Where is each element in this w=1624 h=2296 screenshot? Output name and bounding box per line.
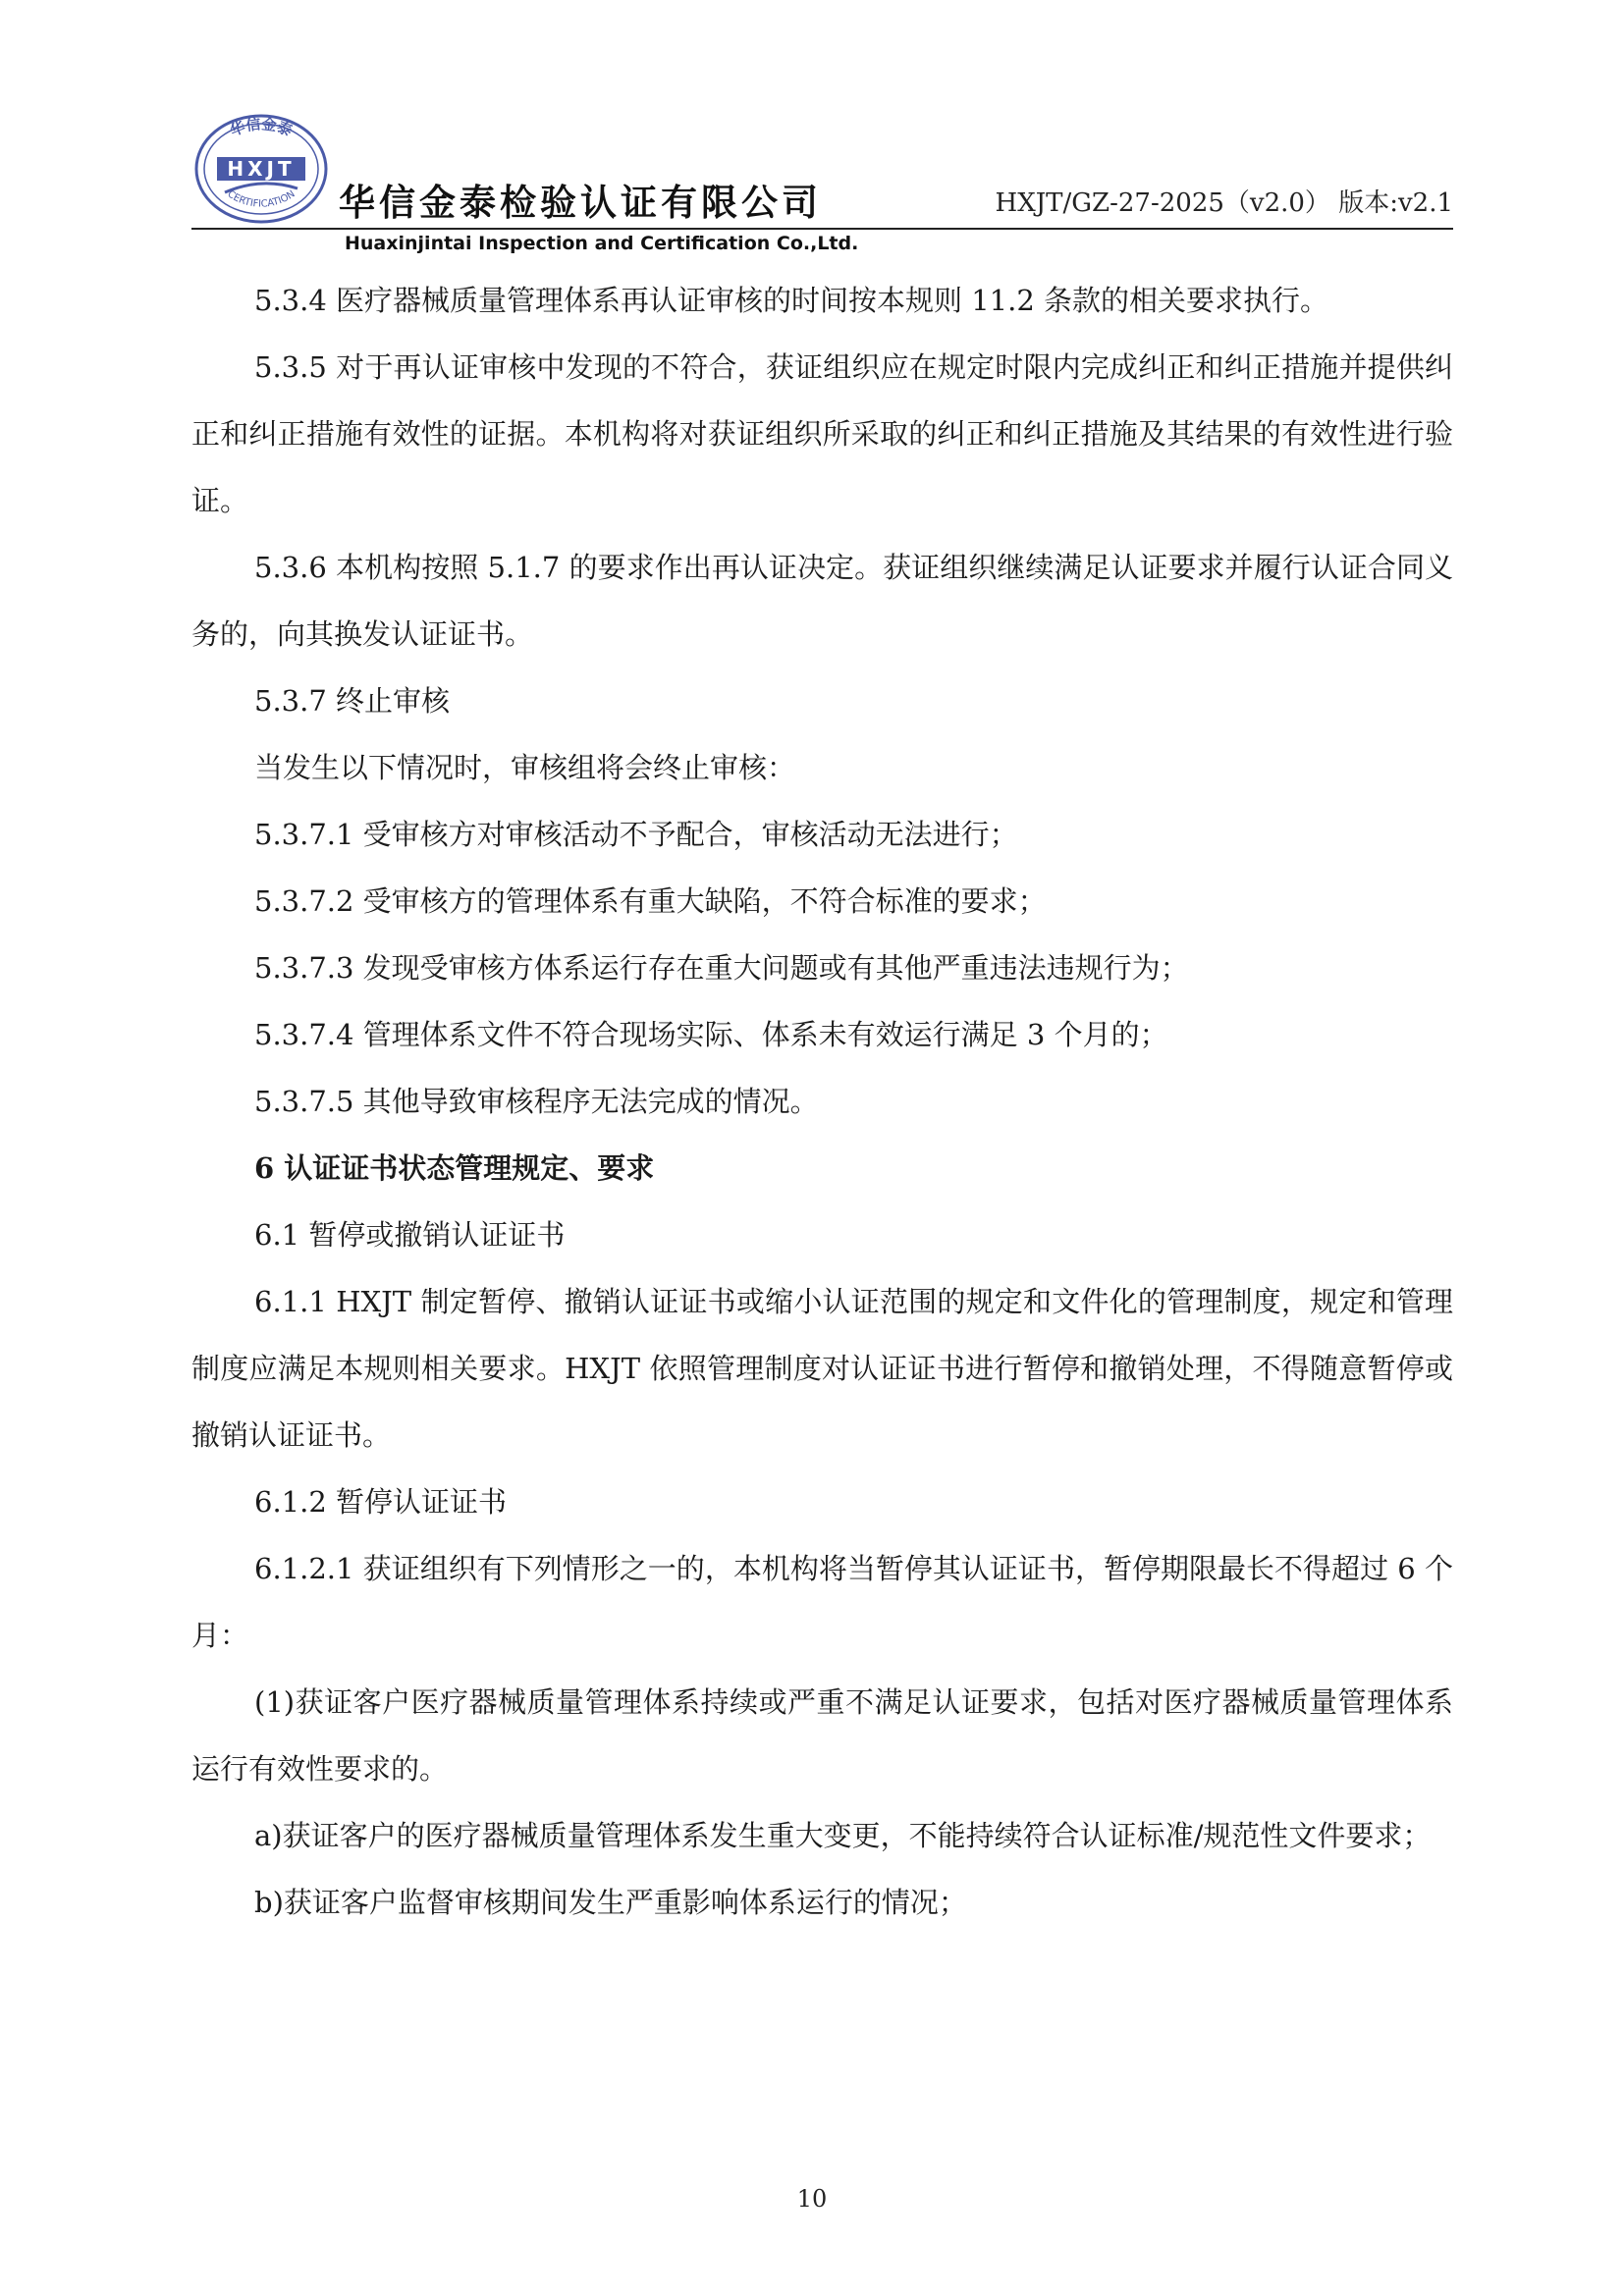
company-name-en: Huaxinjintai Inspection and Certification Co.,Ltd. [345, 233, 859, 254]
paragraph: 5.3.4 医疗器械质量管理体系再认证审核的时间按本规则 11.2 条款的相关要求执行。 [254, 284, 1329, 317]
section-heading: 6 认证证书状态管理规定、要求 [254, 1151, 655, 1185]
paragraph: 5.3.7.1 受审核方对审核活动不予配合，审核活动无法进行； [254, 818, 1018, 851]
paragraph: 5.3.7 终止审核 [254, 684, 451, 718]
paragraph: 5.3.6 本机构按照 5.1.7 的要求作出再认证决定。获证组织继续满足认证要求并履行认证合同义务的，向其换发认证证书。 [191, 551, 1453, 651]
document-code: HXJT/GZ-27-2025（v2.0） 版本:v2.1 [995, 188, 1453, 218]
page-header [191, 108, 1453, 255]
paragraph: 5.3.7.4 管理体系文件不符合现场实际、体系未有效运行满足 3 个月的； [254, 1018, 1168, 1051]
paragraph: 当发生以下情况时，审核组将会终止审核： [254, 751, 796, 784]
paragraph: 5.3.7.5 其他导致审核程序无法完成的情况。 [254, 1085, 819, 1118]
paragraph: b)获证客户监督审核期间发生严重影响体系运行的情况； [254, 1886, 967, 1919]
paragraph: 5.3.7.2 受审核方的管理体系有重大缺陷，不符合标准的要求； [254, 884, 1047, 918]
company-name-cn: 华信金泰检验认证有限公司 [339, 182, 822, 224]
svg-text:华信金泰: 华信金泰 [227, 115, 296, 140]
svg-text:CERTIFICATION: CERTIFICATION [225, 188, 298, 210]
paragraph: 5.3.7.3 发现受审核方体系运行存在重大问题或有其他严重违法违规行为； [254, 951, 1189, 985]
paragraph: (1)获证客户医疗器械质量管理体系持续或严重不满足认证要求，包括对医疗器械质量管理体系运行有效性要求的。 [191, 1685, 1453, 1786]
paragraph: 6.1.1 HXJT 制定暂停、撤销认证证书或缩小认证范围的规定和文件化的管理制度，规定和管理制度应满足本规则相关要求。HXJT 依照管理制度对认证证书进行暂停和撤销处理，不得随意暂停或撤销认证证书。 [191, 1285, 1453, 1452]
paragraph: 5.3.5 对于再认证审核中发现的不符合，获证组织应在规定时限内完成纠正和纠正措施并提供纠正和纠正措施有效性的证据。本机构将对获证组织所采取的纠正和纠正措施及其结果的有效性进行验证。 [191, 350, 1453, 517]
paragraph: a)获证客户的医疗器械质量管理体系发生重大变更，不能持续符合认证标准/规范性文件要求； [254, 1819, 1432, 1852]
hxjt-logo-icon [191, 108, 331, 226]
svg-text:HXJT: HXJT [227, 157, 296, 181]
paragraph: 6.1.2.1 获证组织有下列情形之一的，本机构将当暂停其认证证书，暂停期限最长不得超过 6 个月： [191, 1552, 1453, 1652]
document-body [191, 267, 1453, 1936]
paragraph: 6.1.2 暂停认证证书 [254, 1485, 508, 1519]
page-number: 10 [796, 2185, 828, 2213]
header-divider [191, 228, 1453, 230]
paragraph: 6.1 暂停或撤销认证证书 [254, 1218, 566, 1252]
